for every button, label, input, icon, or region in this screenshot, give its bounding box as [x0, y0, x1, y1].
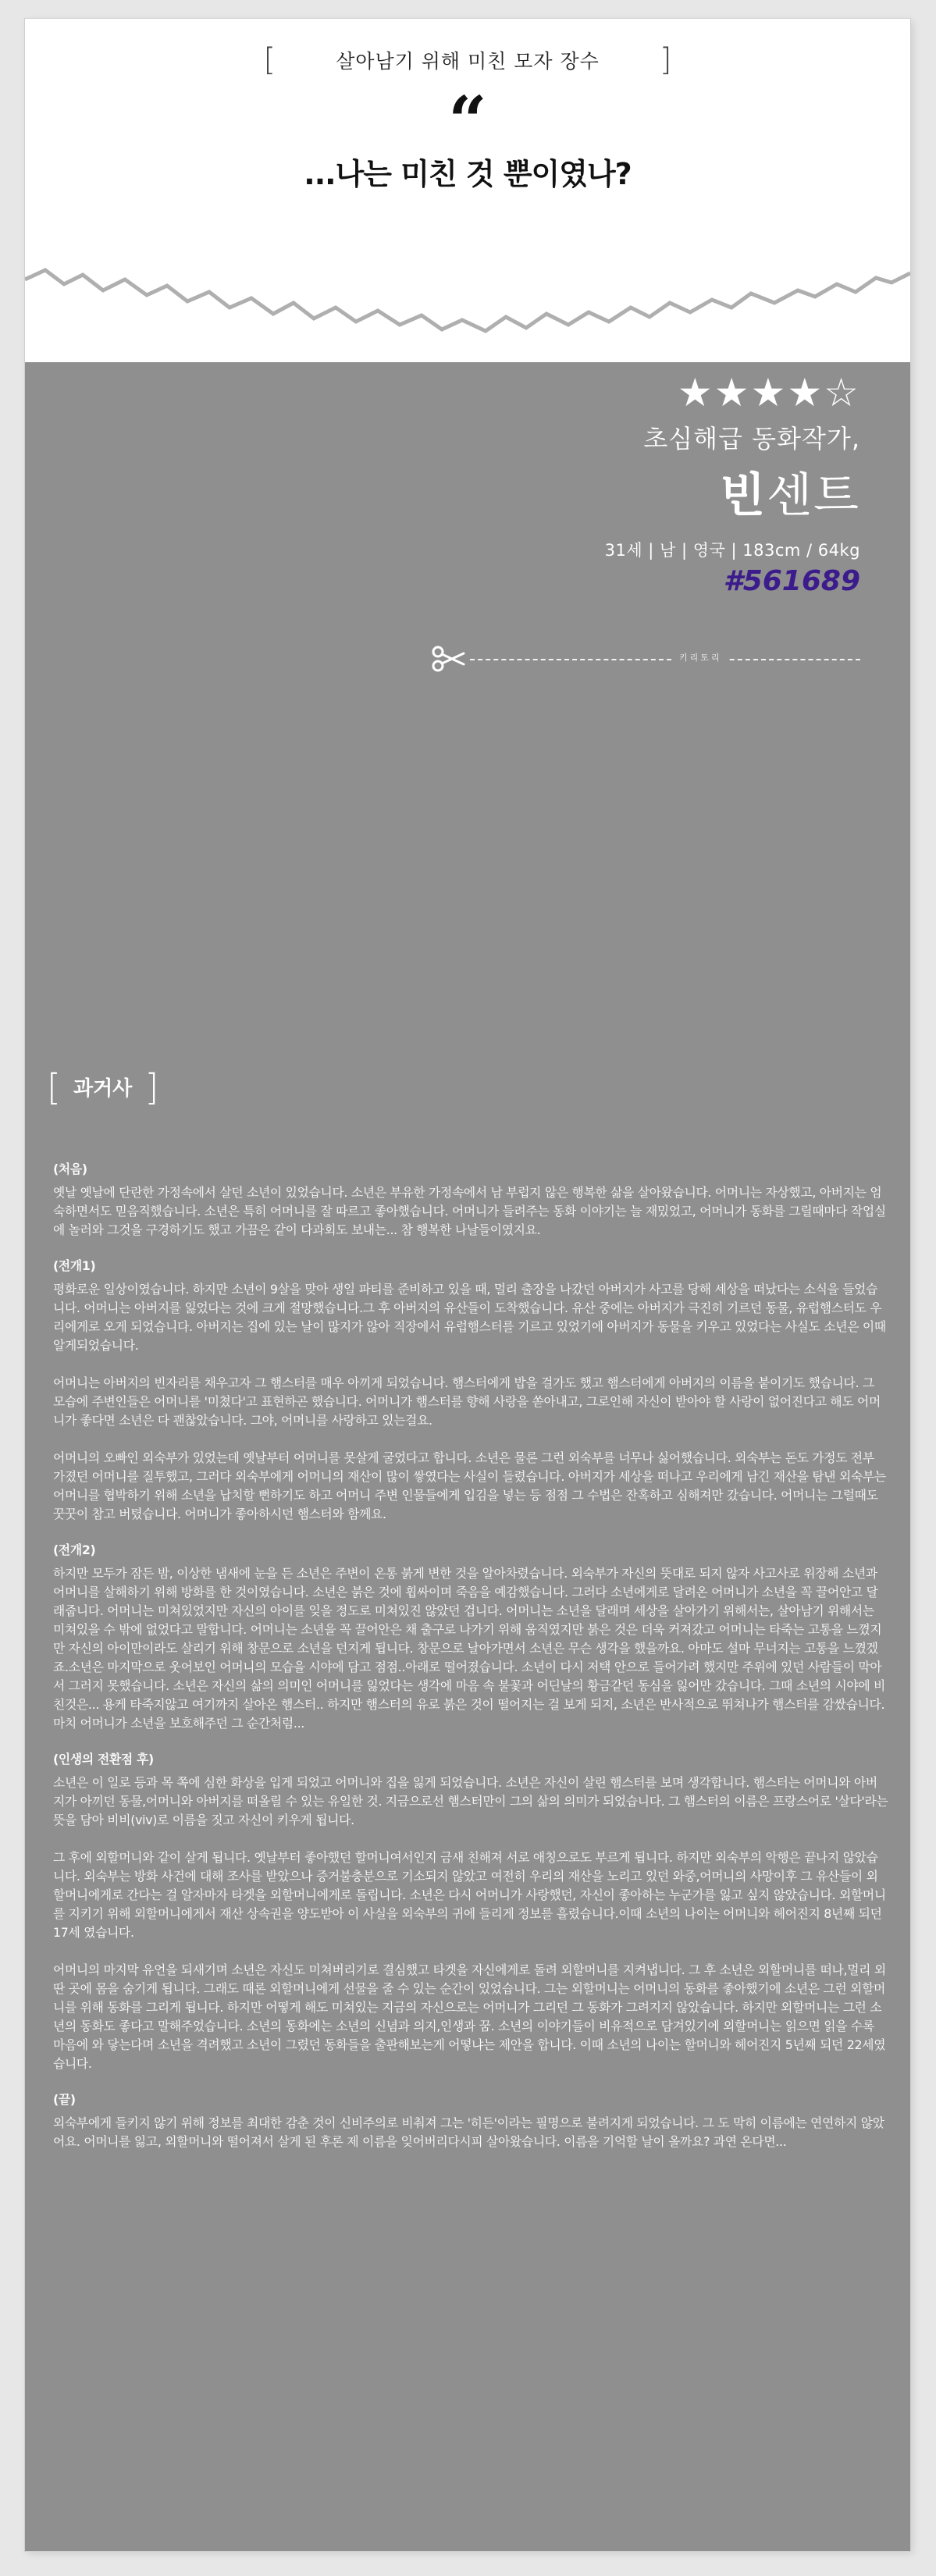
character-job: 초심해급 동화작가, [643, 424, 860, 454]
right-bracket-icon: ] [144, 1066, 159, 1108]
page-subtitle: 살아남기 위해 미친 모자 장수 [336, 50, 600, 73]
left-bracket-icon: [ [263, 42, 276, 78]
history-section-heading: (전개2) [53, 1542, 96, 1557]
history-paragraph: 외숙부에게 들키지 않기 위해 정보를 최대한 감춘 것이 신비주의로 비춰져 그는 '히든'이라는 필명으로 불려지게 되었습니다. 그 도 막히 이름에는 연연하지 않았어요. 어머니를 잃고, 외할머니와 떨어져서 살게 된 후론 제 이름을 잊어버리다시피 살아왔습니다. 이름을 기억할 날이 올까요? 과연 온다면... [53, 2115, 884, 2149]
character-name-first: 빈 [720, 468, 767, 523]
character-name [720, 458, 860, 525]
torn-paper-edge [25, 214, 910, 370]
history-section [53, 1257, 888, 1524]
history-section-heading: (인생의 전환점 후) [53, 1752, 154, 1767]
scissors-icon [431, 643, 465, 674]
cut-line [431, 643, 860, 674]
character-name-rest: 센트 [767, 468, 860, 523]
history-section [53, 2090, 888, 2151]
history-paragraph: 옛날 옛날에 단란한 가정속에서 살던 소년이 있었습니다. 소년은 부유한 가정속에서 남 부럽지 않은 행복한 삶을 살아왔습니다. 어머니는 자상했고, 아버지는 엄숙하면서도 믿음직했습니다. 소년은 특히 어머니를 잘 따르고 좋아했습니다. 어머니가 들려주는 동화 이야기는 늘 재밌었고, 어머니가 동화를 그릴때마다 작업실에 놀러와 그것을 구경하기도 했고 가끔은 같이 다과회도 보내는... 참 행복한 나날들이였지요. [53, 1185, 886, 1237]
history-section-heading: (끝) [53, 2092, 76, 2107]
history-paragraph: 소년은 이 일로 등과 목 쪽에 심한 화상을 입게 되었고 어머니와 집을 잃게 되었습니다. 소년은 자신이 살린 햄스터를 보며 생각합니다. 햄스터는 어머니와 아버지가 아끼던 동물,어머니와 아버지를 떠올릴 수 있는 유일한 것. 지금으로선 햄스터만이 그의 삶의 의미가 되었습니다. 그 햄스터의 이름은 프랑스어로 '살다'라는 뜻을 담아 비비(viv)로 이름을 짓고 자신이 키우게 됩니다. [53, 1775, 888, 1827]
poster-sheet [25, 19, 910, 2551]
cut-dashed-line [470, 659, 860, 660]
history-body [53, 1160, 888, 2169]
right-bracket-icon: ] [659, 42, 672, 78]
history-title-text: 과거사 [73, 1077, 133, 1101]
rating-stars: ★★★★☆ [677, 370, 860, 415]
history-paragraph: 하지만 모두가 잠든 밤, 이상한 냄새에 눈을 든 소년은 주변이 온통 붉게 변한 것을 알아차렸습니다. 외숙부가 자신의 뜻대로 되지 않자 사고사로 위장해 소년과 어머니를 살해하기 위해 방화를 한 것이였습니다. 소년은 붉은 것에 휩싸이며 죽음을 예감했습니다. 그러다 소년에게로 달려온 어머니가 소년을 꼭 끌어안고 달래줍니다. 어머니는 미쳐있었지만 자신의 아이를 잊을 정도로 미쳐있진 않았던 겁니다. 어머니는 소년을 달래며 세상을 살아가기 위해서는, 살아남기 위해서는 미쳐있을 수 밖에 없었다고 말합니다. 어머니는 소년을 꼭 끌어안은 채 출구로 나가기 위해 움직였지만 붉은 것은 더욱 커져갔고 어머니는 타죽는 고통을 느꼈지만 자신의 아이만이라도 살리기 위해 창문으로 소년을 던지게 됩니다. 창문으로 날아가면서 소년은 무슨 생각을 했을까요. 아마도 설마 무너지는 고통을 느꼈겠죠.소년은 마지막으로 웃어보인 어머니의 모습을 시야에 담고 점점..아래로 떨어졌습니다. 소년이 다시 저택 안으로 들어가려 했지만 주위에 있던 사람들이 막아서 그러지 못했습니다. 소년은 자신의 삶의 의미인 어머니를 잃었다는 생각에 마음 속 불꽃과 어딘날의 황금같던 동심을 잃어만 갔습니다. 그때 소년의 시야에 비친것은... 용케 타죽지않고 여기까지 살아온 햄스터.. 하지만 햄스터의 유로 붉은 것이 떨어지는 걸 보게 되지, 소년은 반사적으로 뛰쳐나가 햄스터를 감쌌습니다. 마치 어머니가 소년을 보호해주던 그 순간처럼... [53, 1566, 886, 1731]
character-code: #561689 [723, 565, 860, 597]
history-section-heading: (처음) [53, 1162, 87, 1176]
history-paragraph: 평화로운 일상이였습니다. 하지만 소년이 9살을 맞아 생일 파티를 준비하고 있을 때, 멀리 출장을 나갔던 아버지가 사고를 당해 세상을 떠났다는 소식을 들었습니다. 어머니는 아버지를 잃었다는 것에 크게 절망했습니다.그 후 아버지의 유산들이 도착했습니다. 유산 중에는 아버지가 극진히 기르던 동물, 유럽햄스터도 우리에게로 오게 되었습니다. 아버지는 집에 있는 날이 많지가 않아 직장에서 유럽햄스터를 기르고 있었기에 아버지가 동물을 키우고 있었다는 사실도 소년은 이때 알게되었습니다. [53, 1282, 886, 1353]
history-paragraph: 어머니는 아버지의 빈자리를 채우고자 그 햄스터를 매우 아끼게 되었습니다. 햄스터에게 밥을 걸가도 했고 햄스터에게 아버지의 이름을 붙이기도 했습니다. 그 모습에 주변인들은 어머니를 '미쳤다'고 표현하곤 했습니다. 어머니가 햄스터를 향해 사랑을 쏟아내고, 그로인해 자신이 받아야 할 사랑이 없어진다고 해도 어머니가 좋다면 소년은 다 괜찮았습니다. 그야, 어머니를 사랑하고 있는걸요. [53, 1375, 881, 1428]
subtitle-row [25, 42, 910, 78]
history-section [53, 1750, 888, 2073]
left-bracket-icon: [ [47, 1066, 61, 1108]
character-details: 31세 | 남 | 영국 | 183cm / 64kg [604, 541, 860, 560]
cut-label: 키리토리 [673, 651, 728, 664]
header [25, 19, 910, 214]
quote-icon: “ [448, 82, 487, 161]
history-title [47, 1066, 159, 1109]
history-section [53, 1541, 888, 1733]
page-title: ...나는 미친 것 뿐이였나? [304, 157, 632, 191]
history-paragraph: 그 후에 외할머니와 같이 살게 됩니다. 옛날부터 좋아했던 할머니여서인지 금새 친해져 서로 애칭으로도 부르게 됩니다. 하지만 외숙부의 악행은 끝나지 않았습니다. 외숙부는 방화 사건에 대해 조사를 받았으나 증거불충분으로 기소되지 않았고 여전히 우리의 재산을 노리고 있던 와중,어머니의 사망이후 그 유산들이 외할머니에게로 간다는 걸 알자마자 타겟을 외할머니에게로 돌립니다. 소년은 다시 어머니가 사랑했던, 자신이 좋아하는 누군가를 잃고 싶지 않았습니다. 외할머니를 지키기 위해 외할머니에게서 재산 상속권을 양도받아 이 사실을 외숙부의 귀에 들리게 정보를 흘렸습니다.이때 소년의 나이는 어머니와 헤어진지 8년째 되던 17세 였습니다. [53, 1850, 886, 1940]
history-section [53, 1160, 888, 1240]
history-paragraph: 어머니의 마지막 유언을 되새기며 소년은 자신도 미쳐버리기로 결심했고 타겟을 자신에게로 돌려 외할머니를 지켜냅니다. 그 후 소년은 외할머니를 떠나,멀리 외딴 곳에 몸을 숨기게 됩니다. 그래도 때론 외할머니에게 선물을 줄 수 있는 순간이 있었습니다. 그는 외할머니는 어머니의 동화를 좋아했기에 소년은 그런 외할머니를 위해 동화를 그리게 됩니다. 하지만 어떻게 해도 미쳐있는 지금의 자신으로는 어머니가 그리던 그 동화가 그려지지 않았습니다. 하지만 외할머니는 그런 소년의 동화도 좋다고 말해주었습니다. 소년의 동화에는 소년의 신념과 의지,인생과 꿈. 소년의 이야기들이 비유적으로 담겨있기에 외할머니는 읽으면 읽을 수록 마음에 와 닿는다며 소년을 격려했고 소년이 그렸던 동화들을 출판해보는게 어떻냐는 제안을 합니다. 이때 소년의 나이는 할머니와 헤어진지 5년째 되던 22세였습니다. [53, 1962, 886, 2071]
history-section-heading: (전개1) [53, 1258, 96, 1273]
history-paragraph: 어머니의 오빠인 외숙부가 있었는데 옛날부터 어머니를 못살게 굴었다고 합니다. 소년은 물론 그런 외숙부를 너무나 싫어했습니다. 외숙부는 돈도 가정도 전부 가졌던 어머니를 질투했고, 그러다 외숙부에게 어머니의 재산이 많이 쌓였다는 사실이 들렸습니다. 아버지가 세상을 떠나고 우리에게 남긴 재산을 탐낸 외숙부는 어머니를 협박하기 위해 소년을 납치할 뻔하기도 하고 어머니 주변 인물들에게 입김을 넣는 등 점점 그 수법은 잔혹하고 심해져만 갔습니다. 어머니는 그럴때도 꿋꿋이 참고 버텼습니다. 어머니가 좋아하시던 햄스터와 함께요. [53, 1450, 886, 1521]
